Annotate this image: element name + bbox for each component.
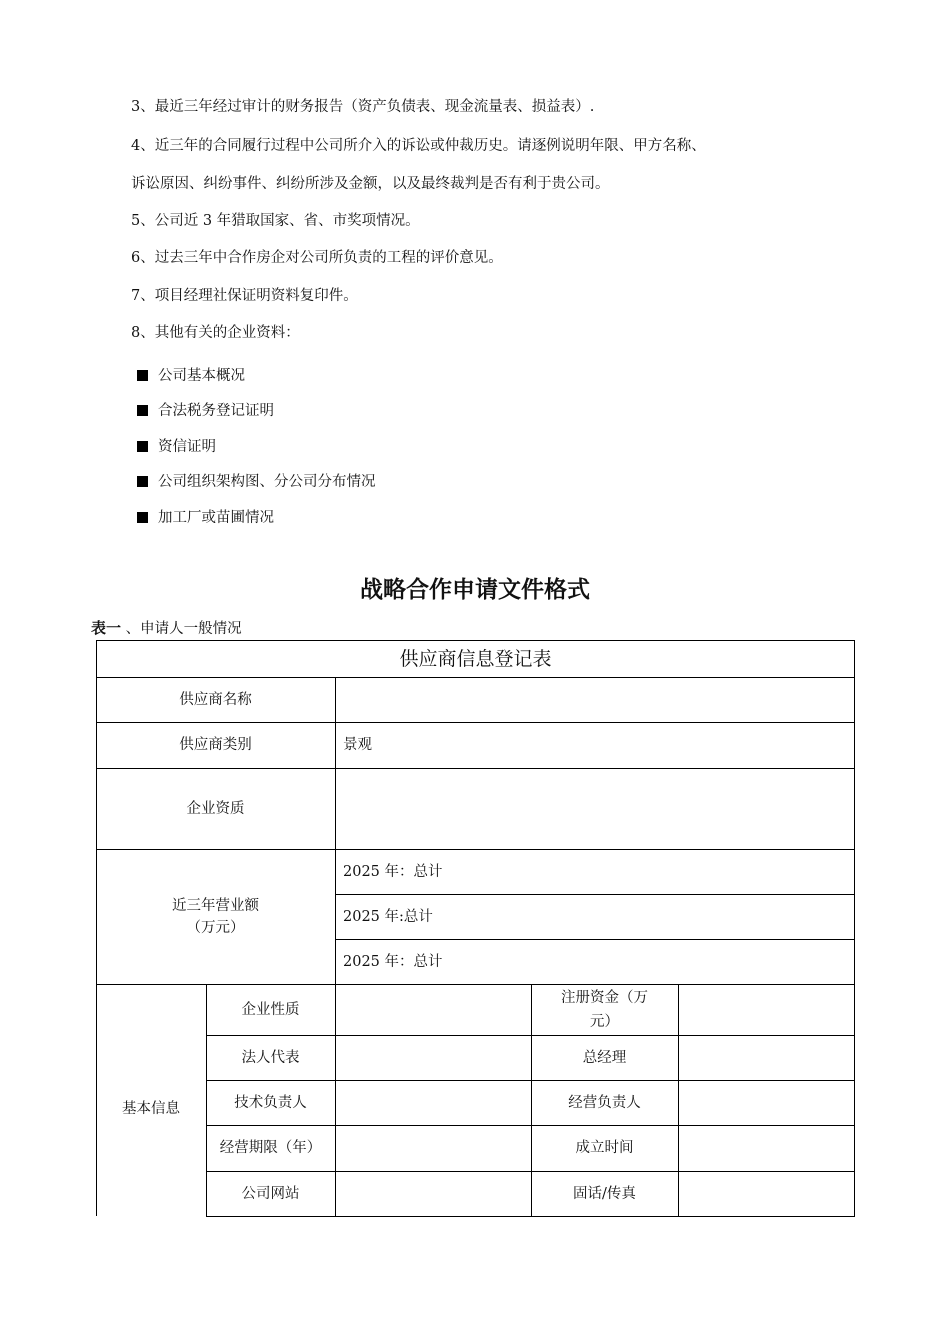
table-caption-label: 表一 <box>91 619 122 637</box>
phone-fax-field[interactable] <box>678 1171 855 1216</box>
tech-lead-label: 技术负责人 <box>234 1094 307 1111</box>
supplier-name-field[interactable] <box>335 677 855 722</box>
enterprise-nature-label: 企业性质 <box>241 1001 300 1018</box>
list-item-5: 5、公司近 3 年猎取国家、省、市奖项情况。 <box>131 213 420 229</box>
list-item-8: 8、其他有关的企业资料： <box>131 325 300 341</box>
supplier-type-field[interactable]: 景观 <box>343 737 372 753</box>
founded-field[interactable] <box>678 1125 855 1171</box>
list-item-3: 3、最近三年经过审计的财务报告（资产负债表、现金流量表、损益表）. <box>131 99 595 115</box>
bullet-text: 公司基本概况 <box>158 368 245 384</box>
bullet-text: 合法税务登记证明 <box>158 403 274 419</box>
founded-label: 成立时间 <box>575 1140 634 1156</box>
list-item-6: 6、过去三年中合作房企对公司所负责的工程的评价意见。 <box>131 250 503 266</box>
qualification-label: 企业资质 <box>186 800 245 817</box>
legal-rep-field[interactable] <box>335 1035 531 1080</box>
table-title: 供应商信息登记表 <box>399 647 552 670</box>
basic-info-label: 基本信息 <box>122 1101 180 1117</box>
bullet-text: 加工厂或苗圃情况 <box>158 510 274 526</box>
ops-lead-field[interactable] <box>678 1080 855 1125</box>
list-item-4: 4、近三年的合同履行过程中公司所介入的诉讼或仲裁历史。请逐例说明年限、甲方名称、 <box>131 138 706 154</box>
supplier-name-label: 供应商名称 <box>179 691 252 708</box>
tech-lead-field[interactable] <box>335 1080 531 1125</box>
enterprise-nature-field[interactable] <box>335 984 531 1035</box>
business-term-field[interactable] <box>335 1125 531 1171</box>
website-label: 公司网站 <box>241 1185 300 1202</box>
document-title: 战略合作申请文件格式 <box>360 577 590 603</box>
bullet-text: 公司组织架构图、分公司分布情况 <box>158 474 376 490</box>
revenue-year-2[interactable]: 2025 年:总计 <box>343 908 433 925</box>
website-field[interactable] <box>335 1171 531 1216</box>
registered-capital-field[interactable] <box>678 984 855 1035</box>
revenue-year-3[interactable]: 2025 年：总计 <box>343 953 443 970</box>
qualification-field[interactable] <box>335 768 855 849</box>
business-term-label: 经营期限（年） <box>219 1140 322 1156</box>
registered-capital-line1: 注册资金（万 <box>561 989 648 1006</box>
bullet-text: 资信证明 <box>158 439 216 455</box>
general-manager-field[interactable] <box>678 1035 855 1080</box>
registered-capital-label <box>531 984 678 1035</box>
ops-lead-label: 经营负责人 <box>568 1094 641 1111</box>
legal-rep-label: 法人代表 <box>241 1049 300 1066</box>
table-caption-text: 、申请人一般情况 <box>125 621 242 637</box>
registered-capital-line2: 元） <box>590 1013 619 1030</box>
revenue-year-1[interactable]: 2025 年：总计 <box>343 863 443 880</box>
revenue-label-line1: 近三年营业额 <box>172 897 259 914</box>
supplier-type-label: 供应商类别 <box>179 737 252 753</box>
revenue-label-line2: （万元） <box>186 919 245 936</box>
phone-fax-label: 固话/传真 <box>573 1185 636 1202</box>
list-item-4-continued: 诉讼原因、纠纷事件、纠纷所涉及金额，以及最终裁判是否有利于贵公司。 <box>131 176 610 192</box>
revenue-label <box>96 849 335 984</box>
list-item-7: 7、项目经理社保证明资料复印件。 <box>131 288 358 304</box>
general-manager-label: 总经理 <box>582 1049 627 1066</box>
